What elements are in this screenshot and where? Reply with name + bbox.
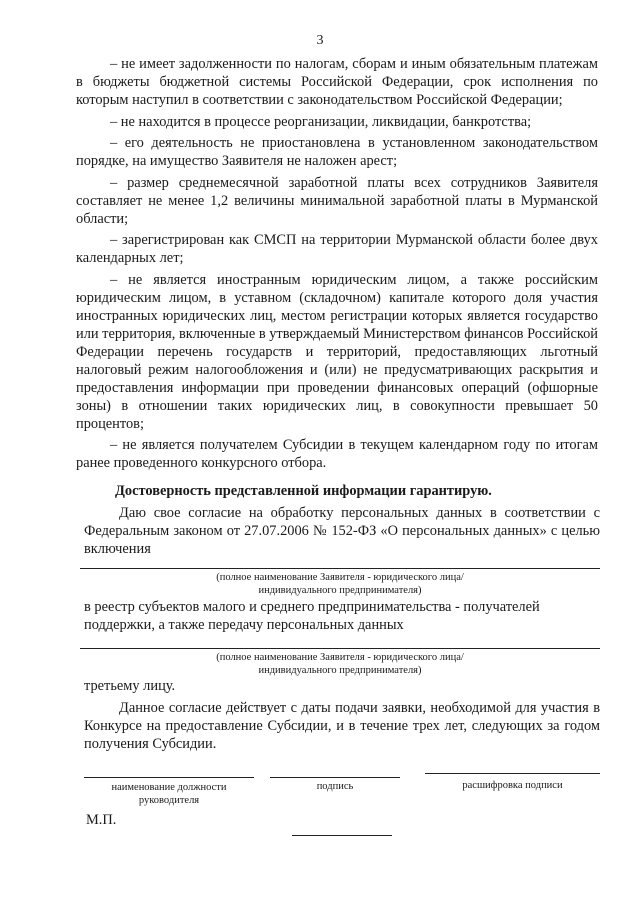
requirement-item: – не является получателем Субсидии в текущем календарном году по итогам ранее проведенного конкурсного отбора.	[76, 437, 598, 471]
position-caption-line2: руководителя	[138, 795, 200, 806]
applicant-caption	[80, 571, 600, 597]
applicant-caption-line2: индивидуального предпринимателя)	[258, 585, 422, 596]
registry-text: в реестр субъектов малого и среднего предпринимательства - получателей поддержки, а также передачу персональных данных	[84, 599, 540, 633]
requirement-item: – зарегистрирован как СМСП на территории Мурманской области более двух календарных лет;	[76, 232, 598, 266]
applicant-name-line	[80, 568, 600, 569]
position-caption-line1: наименование должности	[111, 782, 227, 793]
third-party-text: третьему лицу.	[84, 678, 176, 694]
signature-line	[270, 777, 400, 778]
requirement-item: – не является иностранным юридическим лицом, а также российским юридическим лицом, в уставном (складочном) капитале которого доля участия иностранных юридических лиц, местом регистрации которых является государство или территория, включенные в утверждаемый Министерством финансов Российской Федерации перечень государств и территорий, предоставляющих льготный налоговый режим налогообложения и (или) не предусматривающих раскрытия и предоставления информации при проведении финансовых операций (офшорные зоны) в отношении таких юридических лиц, в совокупности превышает 50 процентов;	[76, 271, 598, 432]
applicant-caption-2	[80, 651, 600, 677]
requirement-item: – не находится в процессе реорганизации, ликвидации, банкротства;	[110, 113, 532, 130]
consent-intro: Даю свое согласие на обработку персональных данных в соответствии с Федеральным законом от 27.07.2006 № 152-ФЗ «О персональных данных» с целью включения	[84, 505, 600, 557]
applicant-caption-line1: (полное наименование Заявителя - юридического лица/	[216, 652, 464, 663]
requirements-list	[76, 55, 598, 476]
page-number: 3	[316, 33, 324, 48]
requirement-item: – размер среднемесячной заработной платы всех сотрудников Заявителя составляет не менее 1,2 величины минимальной заработной платы в Мурманской области;	[76, 174, 598, 227]
signature-caption: подпись	[316, 781, 354, 792]
guarantee-statement: Достоверность представленной информации гарантирую.	[115, 483, 492, 499]
position-line	[84, 777, 254, 778]
stamp-place: М.П.	[86, 812, 117, 828]
applicant-name-line-2	[80, 648, 600, 649]
validity-text: Данное согласие действует с даты подачи заявки, необходимой для участия в Конкурсе на предоставление Субсидии, и в течение трех лет, следующих за годом получения Субсидии.	[84, 700, 600, 752]
position-caption	[84, 781, 254, 807]
applicant-caption-line1: (полное наименование Заявителя - юридического лица/	[216, 572, 464, 583]
applicant-caption-line2: индивидуального предпринимателя)	[258, 665, 422, 676]
decoding-caption: расшифровка подписи	[462, 780, 563, 791]
requirement-item: – не имеет задолженности по налогам, сборам и иным обязательным платежам в бюджеты бюджетной системы Российской Федерации, срок исполнения по которым наступил в соответствии с законодательством Российской Федерации;	[76, 56, 598, 108]
bottom-divider	[292, 835, 392, 836]
requirement-item: – его деятельность не приостановлена в установленном законодательством порядке, на имущество Заявителя не наложен арест;	[76, 135, 598, 169]
decoding-line	[425, 773, 600, 774]
